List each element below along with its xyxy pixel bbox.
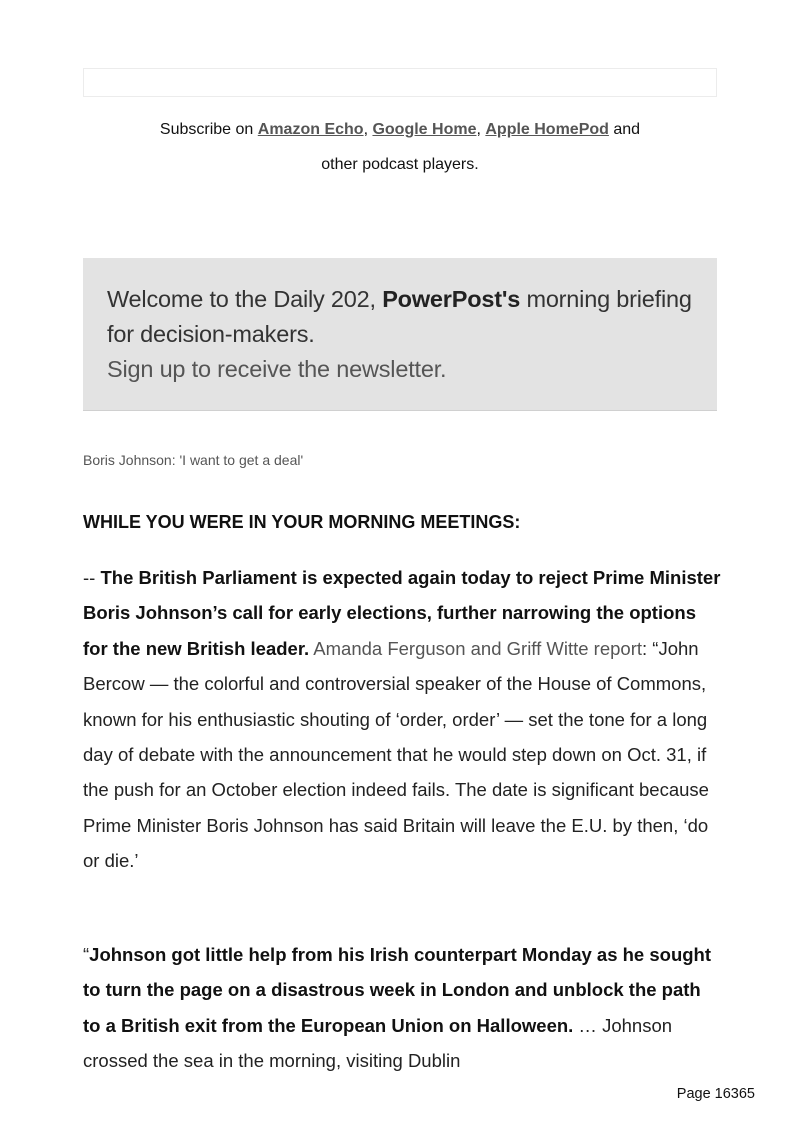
amazon-echo-link[interactable]: Amazon Echo: [257, 121, 364, 138]
paragraph-lead: “: [83, 944, 90, 965]
section-heading: WHILE YOU WERE IN YOUR MORNING MEETINGS:: [83, 512, 521, 532]
promo-text: Welcome to the Daily 202,: [107, 286, 383, 312]
subscribe-line2: other podcast players.: [321, 156, 479, 173]
paragraph-lead: --: [83, 567, 101, 588]
embedded-player-frame: [83, 68, 717, 97]
newsletter-promo-box: [83, 258, 717, 410]
subscribe-suffix: and: [608, 121, 641, 138]
article-paragraph: [83, 560, 723, 879]
promo-brand: PowerPost's: [382, 286, 521, 312]
promo-text: morning briefing for decision-makers.: [107, 286, 692, 347]
subscribe-notice: [83, 112, 717, 182]
apple-homepod-link[interactable]: Apple HomePod: [485, 121, 609, 138]
subscribe-separator: ,: [363, 121, 373, 138]
video-caption: Boris Johnson: 'I want to get a deal': [83, 452, 304, 468]
article-paragraph: [83, 937, 723, 1079]
newsletter-signup-link[interactable]: Sign up to receive the newsletter.: [107, 356, 447, 382]
page-number: Page 16365: [676, 1086, 755, 1102]
google-home-link[interactable]: Google Home: [372, 121, 477, 138]
divider: [83, 410, 717, 411]
subscribe-separator: ,: [476, 121, 486, 138]
paragraph-body: : “John Bercow — the colorful and controversial speaker of the House of Commons, known for his enthusiastic shouting of ‘order, order’ — set the tone for a long day of debate with the announcement that he would step down on Oct. 31, if the push for an October election indeed fails. The date is significant because Prime Minister Boris Johnson has said Britain will leave the E.U. by then, ‘do or die.’: [83, 637, 709, 872]
paragraph-body: … Johnson crossed the sea in the morning, visiting Dublin: [83, 1014, 673, 1072]
reporter-byline-link[interactable]: Amanda Ferguson and Griff Witte report: [309, 637, 642, 659]
paragraph-bold-lede: Johnson got little help from his Irish counterpart Monday as he sought to turn the page on a disastrous week in London and unblock the path to a British exit from the European Union on Halloween.: [83, 944, 712, 1036]
paragraph-bold-lede: The British Parliament is expected again today to reject Prime Minister Boris Johnson’s call for early elections, further narrowing the options for the new British leader.: [83, 567, 721, 659]
subscribe-prefix: Subscribe on: [159, 121, 258, 138]
